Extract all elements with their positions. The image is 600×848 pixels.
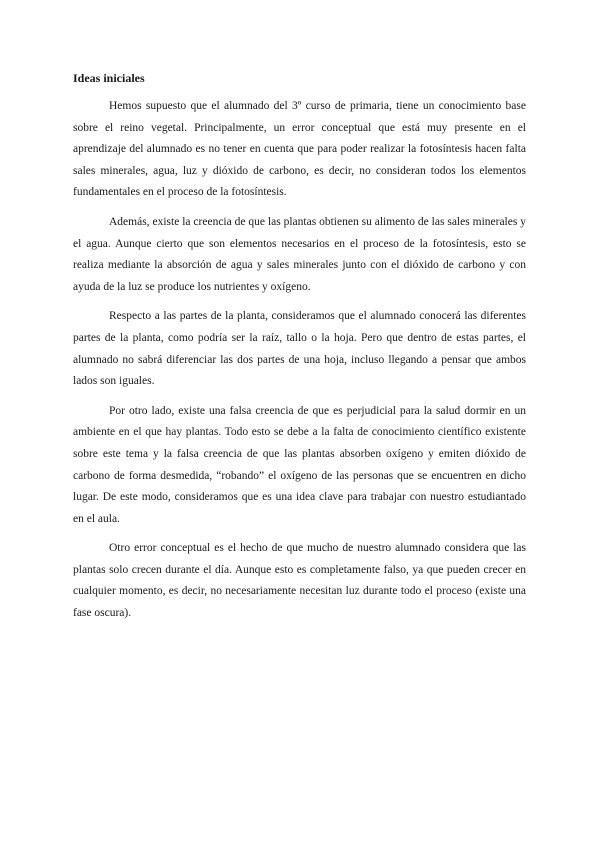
paragraph-1: Hemos supuesto que el alumnado del 3º curso de primaria, tiene un conocimiento base sobre el reino vegetal. Principalmente, un error conceptual que está muy presente en el aprendizaje del alumnado es no tener en cuenta que para poder realizar la fotosíntesis hacen falta sales minerales, agua, luz y dióxido de carbono, es decir, no consideran todos los elementos fundamentales en el proceso de la fotosíntesis.	[73, 100, 526, 199]
paragraph-3: Respecto a las partes de la planta, consideramos que el alumnado conocerá las diferentes partes de la planta, como podría ser la raíz, tallo o la hoja. Pero que dentro de estas partes, el alumnado no sabrá diferenciar las dos partes de una hoja, incluso llegando a pensar que ambos lados son iguales.	[73, 310, 526, 388]
section-heading: Ideas iniciales	[73, 71, 145, 85]
paragraph-4: Por otro lado, existe una falsa creencia de que es perjudicial para la salud dormir en un ambiente en el que hay plantas. Todo esto se debe a la falta de conocimiento científico existente sobre este tema y la falsa creencia de que las plantas absorben oxígeno y emiten dióxido de carbono de forma desmedida, “robando” el oxígeno de las personas que se encuentren en dicho lugar. De este modo, consideramos que es una idea clave para trabajar con nuestro estudiantado en el aula.	[73, 404, 526, 525]
paragraph-2: Además, existe la creencia de que las plantas obtienen su alimento de las sales minerales y el agua. Aunque cierto que son elementos necesarios en el proceso de la fotosíntesis, esto se realiza mediante la absorción de agua y sales minerales junto con el dióxido de carbono y con ayuda de la luz se produce los nutrientes y oxígeno.	[73, 215, 526, 293]
document-body	[73, 70, 526, 633]
paragraph-5: Otro error conceptual es el hecho de que mucho de nuestro alumnado considera que las plantas solo crecen durante el día. Aunque esto es completamente falso, ya que pueden crecer en cualquier momento, es decir, no necesariamente necesitan luz durante todo el proceso (existe una fase oscura).	[73, 542, 526, 620]
